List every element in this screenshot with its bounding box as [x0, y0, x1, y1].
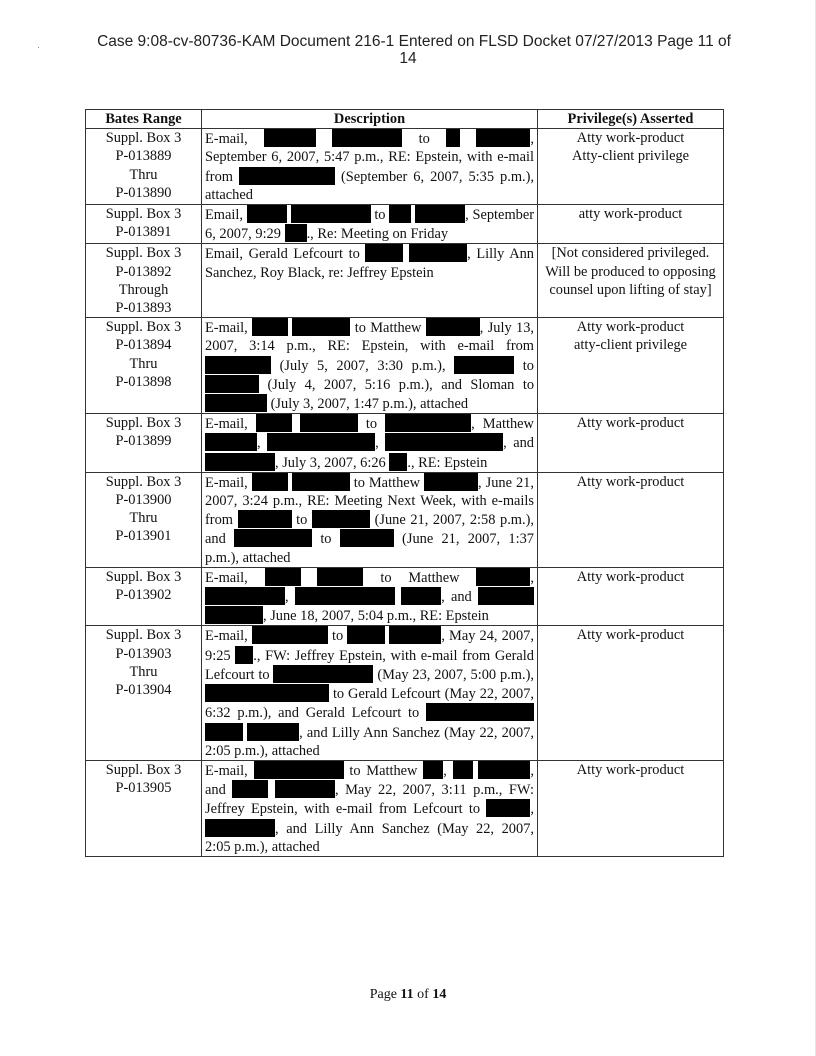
description-cell [202, 472, 538, 567]
bates-cell [86, 244, 202, 318]
privilege-line: Atty work-product [576, 627, 685, 644]
privilege-line: Atty work-product [576, 473, 685, 490]
bates-line: P-013899 [115, 433, 172, 450]
col-header-description: Description [202, 110, 538, 129]
desc-text: ., Re: Meeting on Friday [306, 226, 449, 243]
redaction [291, 205, 371, 223]
bates-line: P-013902 [115, 587, 172, 604]
bates-cell [86, 414, 202, 473]
desc-text: E-mail, [205, 569, 248, 586]
redaction [486, 799, 530, 817]
desc-text: and Sloman to [441, 376, 535, 393]
desc-text: , and [503, 435, 534, 452]
desc-text: (July 4, 2007, 5:16 p.m.), [267, 376, 433, 393]
privilege-cell [538, 760, 724, 856]
desc-text: E-mail, [205, 416, 248, 433]
table-row [86, 472, 724, 567]
desc-text: , June 18, 2007, 5:04 p.m., RE: Epstein [263, 608, 489, 625]
redaction [247, 723, 299, 741]
redaction [453, 761, 473, 779]
bates-line: P-013894 [115, 337, 172, 354]
desc-text: , and Lilly Ann Sanchez (May 22, 2007, 2:05 p.m.), attached [205, 820, 534, 855]
privilege-log-table [85, 109, 724, 857]
margin-dot: · [37, 42, 40, 52]
desc-text: , [465, 207, 469, 224]
redaction [300, 414, 358, 432]
desc-text: , [478, 474, 482, 491]
bates-cell [86, 472, 202, 567]
privilege-line: Atty-client privilege [571, 148, 690, 165]
desc-text: to Matthew [354, 320, 422, 337]
redaction [247, 205, 287, 223]
redaction [385, 433, 503, 451]
table-row [86, 760, 724, 856]
table-row [86, 205, 724, 244]
desc-text: , May 22, 2007, 3:11 p.m., FW: Jeffrey Epstein, with e-mail from Lefcourt to [205, 782, 534, 818]
desc-text: , and Lilly Ann Sanchez (May 22, 2007, 2:05 p.m.), attached [205, 724, 534, 759]
desc-text: to Gerald Lefcourt (May 22, 2007, 6:32 p.m.), and Gerald Lefcourt to [205, 686, 534, 722]
col-header-bates: Bates Range [86, 110, 202, 129]
redaction [256, 414, 292, 432]
redaction [267, 433, 375, 451]
desc-text: (May 23, 2007, 5:00 p.m.), [377, 666, 534, 683]
desc-text: , Matthew [471, 416, 534, 433]
desc-text: to [418, 131, 430, 148]
redaction [423, 761, 443, 779]
bates-line: Thru [129, 355, 158, 372]
col-header-privilege: Privilege(s) Asserted [538, 110, 724, 129]
redaction [205, 819, 275, 837]
bates-line: Suppl. Box 3 [105, 130, 182, 147]
header-line-2: 14 [399, 50, 417, 67]
redaction [426, 703, 534, 721]
redaction [205, 606, 263, 624]
desc-text: to Matthew [349, 762, 418, 779]
redaction [476, 568, 530, 586]
bates-line: P-013905 [115, 780, 172, 797]
desc-text: to [296, 512, 308, 529]
bates-cell [86, 318, 202, 414]
redaction [385, 414, 471, 432]
desc-text: , [443, 762, 447, 779]
desc-text: , [479, 320, 484, 337]
privilege-line: Atty work-product [576, 319, 685, 336]
desc-text: E-mail, [205, 762, 248, 779]
redaction [478, 587, 534, 605]
desc-text: , [285, 589, 289, 606]
desc-text: to Matthew [380, 569, 460, 586]
bates-line: Suppl. Box 3 [105, 415, 182, 432]
desc-text: E-mail, [205, 628, 248, 645]
desc-text: E-mail, [205, 320, 248, 337]
desc-text: June 21, 2007, 3:24 p.m., RE: Meeting Next Week, with e-mails from [205, 474, 534, 529]
redaction [205, 723, 243, 741]
privilege-line: Atty work-product [576, 415, 685, 432]
redaction [295, 587, 395, 605]
desc-text: to [374, 207, 386, 224]
description-cell [202, 205, 538, 244]
bates-line: P-013893 [115, 300, 172, 317]
redaction [234, 529, 312, 547]
desc-text: to [331, 628, 344, 645]
redaction [205, 587, 285, 605]
redaction [238, 510, 292, 528]
desc-text: , [257, 435, 261, 452]
bates-line: Suppl. Box 3 [105, 568, 182, 585]
privilege-cell [538, 626, 724, 760]
redaction [426, 318, 480, 336]
privilege-cell [538, 244, 724, 318]
desc-text: (June 21, 2007, 2:58 p.m.), and [205, 512, 534, 548]
redaction [205, 356, 271, 374]
desc-text: , [375, 435, 379, 452]
bates-line: P-013892 [115, 263, 172, 280]
redaction [365, 244, 403, 262]
bates-line: P-013901 [115, 528, 172, 545]
desc-text: ., RE: Epstein [407, 454, 488, 471]
description-cell [202, 567, 538, 626]
footer-of: of [413, 987, 433, 1002]
redaction [389, 626, 441, 644]
bates-line: P-013903 [115, 645, 172, 662]
desc-text: , [530, 569, 535, 586]
redaction [389, 205, 411, 223]
table-row [86, 244, 724, 318]
redaction [478, 761, 530, 779]
desc-text: July 13, 2007, 3:14 p.m., RE: Epstein, with e-mail from [205, 320, 534, 355]
bates-line: Suppl. Box 3 [105, 627, 182, 644]
bates-line: Thru [129, 663, 158, 680]
bates-line: Suppl. Box 3 [105, 245, 182, 262]
desc-text: (June 21, 2007, 1:37 p.m.), attached [205, 531, 534, 566]
privilege-line: atty-client privilege [573, 337, 688, 354]
desc-text: Email, Gerald Lefcourt to [205, 246, 360, 263]
bates-line: Thru [129, 510, 158, 527]
desc-text: (July 5, 2007, 3:30 p.m.), [279, 357, 446, 374]
redaction [312, 510, 370, 528]
desc-text: to Matthew [353, 474, 421, 491]
redaction [239, 167, 335, 185]
redaction [252, 473, 288, 491]
desc-text: E-mail, [205, 474, 248, 491]
bates-line: Suppl. Box 3 [105, 319, 182, 336]
privilege-line: Atty work-product [576, 130, 685, 147]
footer-page-number: 11 [400, 987, 414, 1002]
bates-line: Suppl. Box 3 [105, 206, 182, 223]
description-cell [202, 318, 538, 414]
desc-text: Email, [205, 207, 243, 224]
desc-text: , May 24, 2007, 9:25 [205, 628, 534, 664]
redaction [317, 568, 363, 586]
bates-cell [86, 760, 202, 856]
redaction [347, 626, 385, 644]
desc-text: to [522, 357, 534, 374]
desc-text: ., FW: Jeffrey Epstein, with e-mail from Gerald Lefcourt to [205, 647, 534, 683]
description-cell [202, 129, 538, 205]
bates-line: Suppl. Box 3 [105, 473, 182, 490]
redaction [205, 394, 267, 412]
desc-text: , [530, 131, 534, 148]
redaction [332, 129, 402, 147]
privilege-cell [538, 567, 724, 626]
bates-line: P-013904 [115, 682, 172, 699]
bates-cell [86, 205, 202, 244]
bates-line: P-013889 [115, 148, 172, 165]
description-cell [202, 244, 538, 318]
case-header [0, 33, 816, 67]
privilege-cell [538, 129, 724, 205]
bates-line: P-013890 [115, 184, 172, 201]
redaction [340, 529, 394, 547]
redaction [275, 780, 335, 798]
privilege-cell [538, 318, 724, 414]
desc-text: E-mail, [205, 131, 248, 148]
bates-line: P-013891 [115, 224, 172, 241]
privilege-line: Atty work-product [576, 568, 685, 585]
redaction [415, 205, 465, 223]
desc-text: , Lilly Ann Sanchez, Roy Black, re: Jeffrey Epstein [205, 246, 534, 281]
desc-text: September 6, 2007, 9:29 [205, 207, 535, 243]
table-row [86, 318, 724, 414]
redaction [265, 568, 301, 586]
bates-line: Through [118, 281, 169, 298]
desc-text: , July 3, 2007, 6:26 [275, 454, 386, 471]
desc-text: September 6, 2007, 5:47 p.m., RE: Epstein, with e-mail from [205, 149, 534, 185]
bates-cell [86, 567, 202, 626]
redaction [205, 453, 275, 471]
desc-text: to [365, 416, 378, 433]
header-line-1: Case 9:08-cv-80736-KAM Document 216-1 Entered on FLSD Docket 07/27/2013 Page 11 of [97, 33, 731, 50]
page-footer [0, 987, 816, 1003]
bates-line: Suppl. Box 3 [105, 761, 182, 778]
description-cell [202, 626, 538, 760]
redaction [264, 129, 316, 147]
redaction [235, 646, 253, 664]
bates-line: P-013900 [115, 492, 172, 509]
redaction [389, 453, 407, 471]
table-row [86, 129, 724, 205]
redaction [273, 665, 373, 683]
desc-text: (September 6, 2007, 5:35 p.m.), attached [205, 168, 534, 203]
redaction [252, 626, 328, 644]
redaction [205, 684, 329, 702]
desc-text: to [320, 531, 332, 548]
privilege-line: Atty work-product [576, 761, 685, 778]
desc-text: (July 3, 2007, 1:47 p.m.), attached [270, 396, 469, 413]
table-row [86, 626, 724, 760]
redaction [254, 761, 344, 779]
desc-text: , and [205, 762, 535, 799]
redaction [285, 224, 307, 242]
bates-line: Thru [129, 166, 158, 183]
footer-page-total: 14 [432, 987, 447, 1002]
bates-cell [86, 129, 202, 205]
desc-text: , [530, 801, 534, 818]
redaction [424, 473, 478, 491]
redaction [446, 129, 460, 147]
table-row [86, 567, 724, 626]
table-header-row [86, 110, 724, 129]
privilege-line: atty work-product [578, 206, 683, 223]
privilege-cell [538, 472, 724, 567]
privilege-cell [538, 414, 724, 473]
footer-prefix: Page [369, 987, 401, 1002]
redaction [476, 129, 530, 147]
redaction [292, 318, 350, 336]
redaction [252, 318, 288, 336]
redaction [401, 587, 441, 605]
redaction [292, 473, 350, 491]
description-cell [202, 414, 538, 473]
bates-cell [86, 626, 202, 760]
redaction [205, 433, 257, 451]
privilege-cell [538, 205, 724, 244]
description-cell [202, 760, 538, 856]
redaction [409, 244, 467, 262]
table-row [86, 414, 724, 473]
privilege-line: [Not considered privileged. Will be produced to opposing counsel upon lifting of stay] [545, 245, 716, 298]
redaction [454, 356, 514, 374]
desc-text: , and [441, 589, 472, 606]
redaction [205, 375, 259, 393]
redaction [232, 780, 268, 798]
bates-line: P-013898 [115, 373, 172, 390]
